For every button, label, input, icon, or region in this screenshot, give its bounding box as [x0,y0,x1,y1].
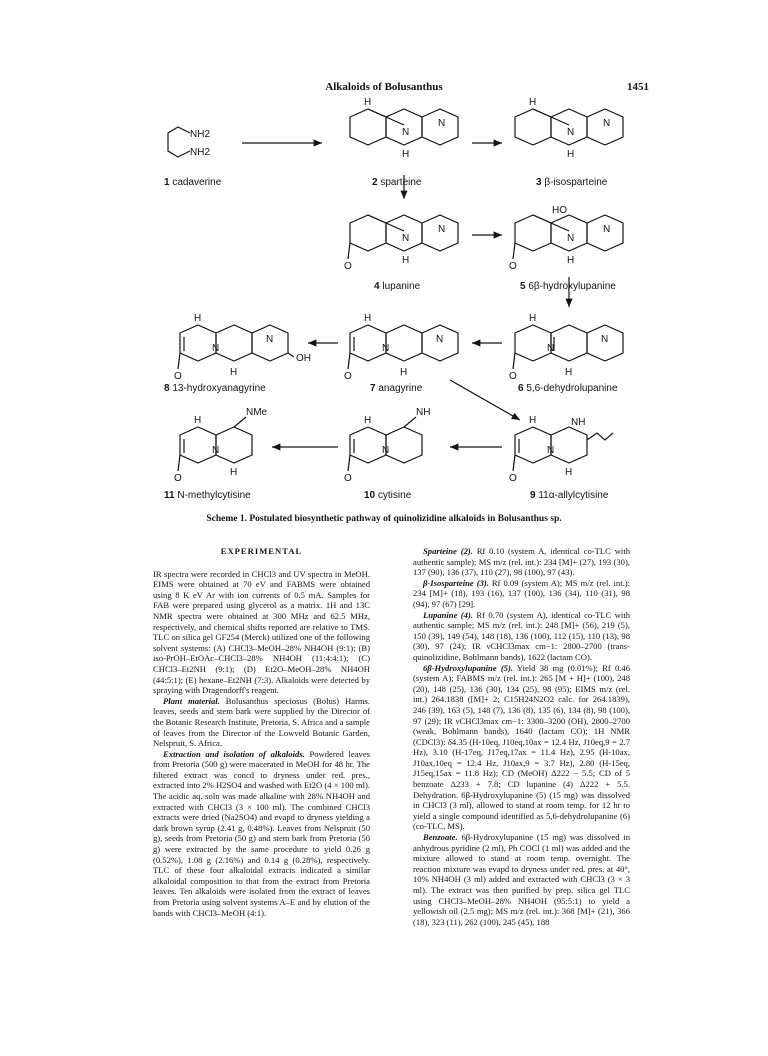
atom-label-o: O [174,371,182,382]
atom-label-n: N [438,224,446,235]
atom-label-n: N [402,127,410,138]
atom-label-n: N [436,334,444,345]
atom-label-h: H [567,255,575,266]
page-number: 1451 [627,81,649,93]
atom-label-oh: OH [296,353,311,364]
atom-label-o: O [174,473,182,484]
paragraph-lupanine: Lupanine (4). Rf 0.70 (system A), identical co-TLC with authentic sample; MS m/z (rel. int.): 248 [M]+ (56), 219 (5), 150 (39), 149 (54), 148 (18), 136 (100), 112 (15), 110 (13), 98 (30), 97 (24); IR νCHCl3max cm−1: 2800–2700 (trans-quinolizidine, Bohlmann bands), 1622 (lactam CO). [413,609,631,662]
structure-cadaverine [168,127,190,157]
compound-label-4: 4 lupanine [374,281,421,292]
biosynthetic-scheme [150,95,640,515]
atom-label-h: H [529,97,537,108]
atom-label-n: N [438,118,446,129]
atom-label-nh: NH [571,417,586,428]
paragraph-plant-material: Plant material. Bolusanthus speciosus (Bolus) Harms. leaves, seeds and stem bark were supplied by the Director of the Botanic Research Institute, Pretoria, S. Africa and a sample of leaves from the Director of the Lowveld Botanic Garden, Nelspruit, S. Africa. [153,695,370,749]
atom-label-n: N [547,343,555,354]
scheme-caption: Scheme 1. Postulated biosynthetic pathway of quinolizidine alkaloids in Bolusanthus sp. [206,514,562,524]
structure-hydroxyanagyrine [178,325,294,369]
atom-label-h: H [529,313,537,324]
compound-label-1: 1 cadaverine [164,177,222,188]
atom-label-h: H [364,97,372,108]
atom-label-n: N [547,445,555,456]
left-column [153,546,370,918]
atom-label-n: N [382,445,390,456]
atom-label-n: N [266,334,274,345]
atom-label-h: H [194,415,202,426]
atom-label-n: N [212,445,220,456]
atom-label-nh: NH [416,407,431,418]
atom-label-h: H [400,367,408,378]
paragraph-isosparteine: β-Isosparteine (3). Rf 0.09 (system A); MS m/z (rel. int.): 234 [M]+ (18), 193 (16), 137 (100), 136 (34), 110 (31), 98 (94), 97 (67) [29]. [413,577,630,609]
compound-label-5: 5 6β-hydroxylupanine [520,281,616,292]
atom-label-h: H [230,367,238,378]
compound-label-11: 11 N-methylcytisine [164,490,251,501]
compound-label-9: 9 11α-allylcytisine [530,490,609,501]
atom-label-nme: NMe [246,407,268,418]
running-title: Alkaloids of Bolusanthus [325,81,443,93]
atom-label-n: N [382,343,390,354]
atom-label-h: H [194,313,202,324]
atom-label-nh2-top: NH2 [190,129,211,140]
section-heading: EXPERIMENTAL [220,546,303,556]
atom-label-nh2-bottom: NH2 [190,147,211,158]
structure-anagyrine [348,325,458,369]
atom-label-h: H [364,415,372,426]
atom-label-o: O [344,473,352,484]
compound-label-8: 8 13-hydroxyanagyrine [164,383,266,394]
atom-label-n: N [567,233,575,244]
atom-label-n: N [603,118,611,129]
compound-label-10: 10 cytisine [364,490,412,501]
structure-dehydrolupanine [513,325,623,369]
paragraph-extraction: Extraction and isolation of alkaloids. Powdered leaves from Pretoria (500 g) were macerated in MeOH for 48 hr. The filtered extract was concd to dryness under red. pres., extracted into 2% H2SO4 and washed with Et2O (4 × 100 ml). The acidic aq. soln was made alkaline with 28% NH4OH and extracted with CHCl3 (3 × 100 ml). The combined CHCl3 extracts were dried (Na2SO4) and evapd to dryness yielding a dark brown syrup (2.41 g, 0.48%). Leaves from Nelspruit (50 g), seeds from Pretoria (50 g) and stem bark from Pretoria (50 g) were extracted by the same procedure to yield 0.26 g (0.52%), 1.08 g (2.16%) and 0.14 g (0.28%), respectively. TLC of these four alkaloidal extracts indicated a similar alkaloidal composition to that from the extract from Pretoria leaves. Ten alkaloids were isolated from the extract of leaves from Pretoria using solvent systems A–E and by elution of the bands with CHCl3–MeOH (4:1). [153,748,370,918]
paragraph-benzoate: Benzoate. 6β-Hydroxylupanine (15 mg) was dissolved in anhydrous pyridine (2 ml), Ph COCl (1 ml) was added and the mixture allowed to stand at room temp. overnight. The reaction mixture was evapd to dryness under red. pres. at 40°, 10% NH4OH (3 ml) added and extracted with CHCl3 (3 × 3 ml). The extract was then purified by prep. silica gel TLC using CHCl3–MeOH–28% NH4OH (95:5:1) to yield a yellowish oil (2.5 mg); MS m/z (rel. int.): 368 [M]+ (21), 366 (18), 323 (11), 262 (100), 245 (45), 188 [413,832,630,927]
atom-label-h: H [230,467,238,478]
atom-label-h: H [529,415,537,426]
structure-cytisine [348,417,422,471]
atom-label-o: O [344,261,352,272]
atom-label-n: N [601,334,609,345]
atom-label-n: N [402,233,410,244]
atom-label-h: H [402,255,410,266]
atom-label-ho: HO [552,205,567,216]
atom-label-o: O [344,371,352,382]
atom-label-n: N [603,224,611,235]
paragraph-sparteine: Sparteine (2). Rf 0.10 (system A, identical co-TLC with authentic sample); MS m/z (rel. int.): 234 [M]+ (27), 193 (30), 137 (90), 136 (37), 110 (27), 98 (100), 97 (43). [413,546,631,578]
paragraph-general: IR spectra were recorded in CHCl3 and UV spectra in MeOH. EIMS were obtained at 70 eV and FABMS were obtained using 8 K eV Ar with ion currents of 0.5 mA. Samples for FAB were prepared using glycerol as a matrix. 1H and 13C NMR spectra were obtained at 300 MHz and 62.5 MHz, respectively, and chemical shifts reported are relative to TMS. TLC on silica gel GF254 (Merck) utilized one of the following solvent systems: (A) CHCl3–MeOH–28% NH4OH (9:1); (B) iso-PrOH–EtOAc–CHCl3–28% NH4OH (11:4:4:1); (C) CHCl3–Et2NH (9:1); (D) Et2O–MeOH–28% NH4OH (44:5:1); (E) hexane–Et2NH (7:3). Alkaloids were detected by spraying with Dragendorff's reagent. [153,568,370,696]
atom-label-h: H [565,467,573,478]
right-column [413,546,630,927]
atom-label-n: N [212,343,220,354]
arrow-7-to-9 [450,380,520,420]
atom-label-h: H [364,313,372,324]
compound-label-3: 3 β-isosparteine [536,177,608,188]
atom-label-h: H [565,367,573,378]
atom-label-h: H [402,149,410,160]
atom-label-n: N [567,127,575,138]
atom-label-o: O [509,371,517,382]
compound-label-7: 7 anagyrine [370,383,423,394]
compound-label-6: 6 5,6-dehydrolupanine [518,383,618,394]
structure-allylcytisine [513,427,613,471]
atom-label-o: O [509,473,517,484]
atom-label-o: O [509,261,517,272]
structure-methylcytisine [178,417,252,471]
atom-label-h: H [567,149,575,160]
compound-label-2: 2 sparteine [372,177,422,188]
paragraph-hydroxylupanine: 6β-Hydroxylupanine (5). Yield 38 mg (0.01%); Rf 0.46 (system A); FABMS m/z (rel. int.): 265 [M + H]+ (100), 248 (20), 148 (25), 136 (30), 134 (25), 98 (95); EIMS m/z (rel. int.) 264.1838 ([M]+ 2; C15H24N2O2 calc. for 264.1839), 246 (39), 163 (5), 148 (7), 136 (8), 135 (6), 134 (8), 98 (100), 97 (29); IR νCHCl3max cm−1: 3300–3200 (OH), 2800–2700 (weak, Bohlmann bands), 1640 (lactam CO); 1H NMR (CDCl3): δ4.35 (H-10eq, J10eq,10ax = 12.4 Hz, J10eq,9 = 2.7 Hz), 3.10 (H-17eq, J17eq,17ax = 11.4 Hz), 2.95 (H-10ax, J10ax,10eq = 12.4 Hz, J10ax,9 = 3.7 Hz), 2.80 (H-15eq, J15eq,15ax = 11.8 Hz); CD (MeOH) Δ222 − 5.5; CD of 5 benzoate Δ233 + 7.8; CD lupanine (4) Δ222 + 5.5. Dehydration. 6β-Hydroxylupanine (5) (15 mg) was dissolved in CHCl3 (3 ml), allowed to stand at room temp. for 12 hr to yield a single compound identified as 5,6-dehydrolupanine (6) (co-TLC, MS). [413,662,630,832]
